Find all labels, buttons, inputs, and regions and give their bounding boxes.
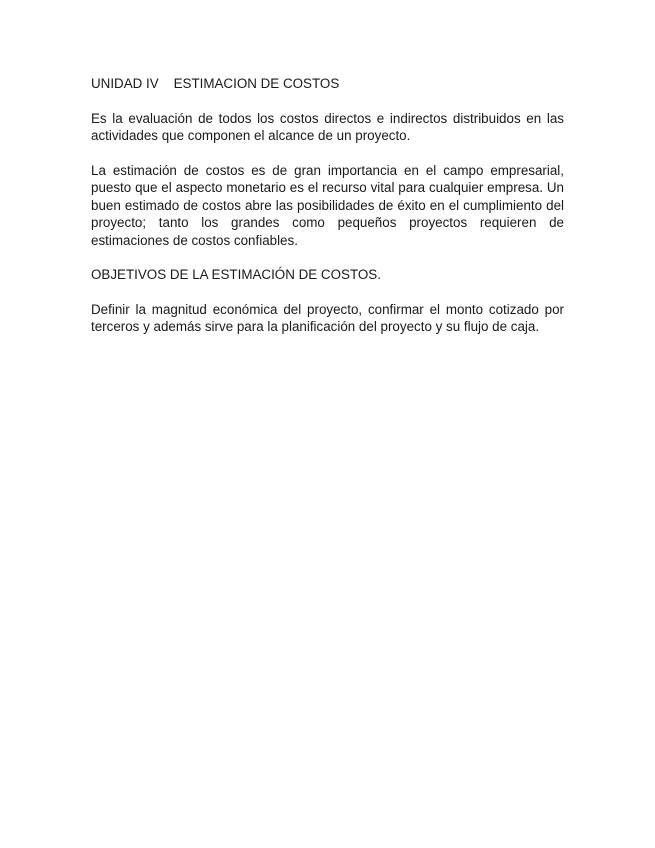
document-body bbox=[91, 75, 564, 353]
objectives-heading: OBJETIVOS DE LA ESTIMACIÓN DE COSTOS. bbox=[91, 267, 381, 282]
objectives-paragraph: Definir la magnitud económica del proyecto, confirmar el monto cotizado por terceros y además sirve para la planificación del proyecto y su flujo de caja. bbox=[91, 301, 564, 334]
definition-paragraph: Es la evaluación de todos los costos directos e indirectos distribuidos en las actividades que componen el alcance de un proyecto. bbox=[91, 110, 564, 143]
unit-title: UNIDAD IV ESTIMACION DE COSTOS bbox=[91, 76, 340, 91]
importance-paragraph: La estimación de costos es de gran importancia en el campo empresarial, puesto que el aspecto monetario es el recurso vital para cualquier empresa. Un buen estimado de costos abre las posibilidades de éxito en el cumplimiento del proyecto; tanto los grandes como pequeños proyectos requieren de estimaciones de costos confiables. bbox=[91, 162, 564, 248]
